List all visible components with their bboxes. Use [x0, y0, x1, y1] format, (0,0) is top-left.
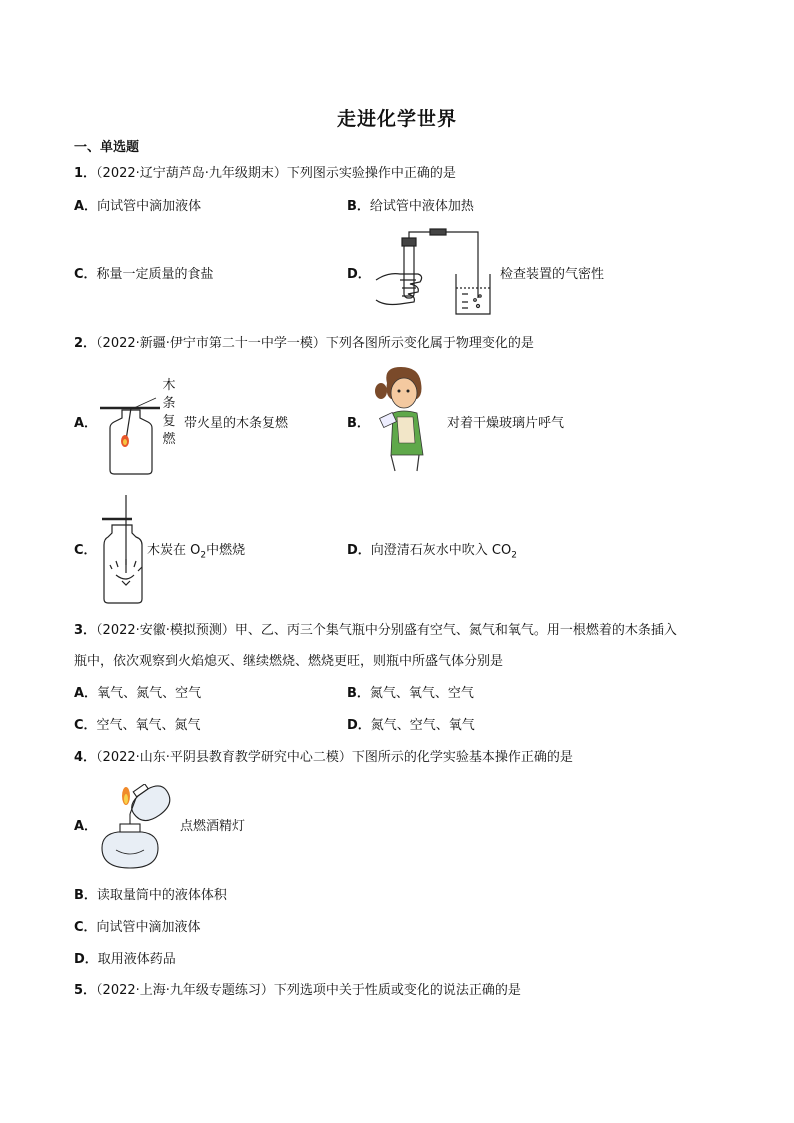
question-source: （2022·安徽·模拟预测） [96, 623, 235, 638]
q2-option-d[interactable]: D．向澄清石灰水中吹入 $CO_2$ [347, 543, 517, 561]
question-source: （2022·辽宁葫芦岛·九年级期末） [96, 166, 287, 181]
question-4-stem [74, 749, 573, 767]
q2-option-c-letter[interactable]: C． [74, 543, 97, 558]
question-number: 4． [74, 750, 97, 765]
option-letter: D． [74, 952, 98, 967]
question-source: （2022·上海·九年级专题练习） [96, 983, 274, 998]
section-heading: 一、单选题 [74, 140, 140, 155]
q3-option-b[interactable] [347, 685, 474, 703]
option-text: 氧气、氮气、空气 [97, 686, 202, 701]
q1-option-a[interactable] [74, 198, 201, 216]
question-2-stem [74, 335, 534, 353]
option-letter: B． [347, 686, 370, 701]
question-source: （2022·山东·平阴县教育教学研究中心二模） [96, 750, 352, 765]
q3-option-d[interactable] [347, 717, 475, 735]
question-3-stem-cont: 瓶中，依次观察到火焰熄灭、继续燃烧、燃烧更旺，则瓶中所盛气体分别是 [74, 654, 504, 669]
q4-option-a-letter[interactable]: A． [74, 819, 98, 834]
option-text: 取用液体药品 [97, 952, 176, 967]
q4-option-d[interactable] [74, 951, 176, 969]
question-text: 下图所示的化学实验基本操作正确的是 [351, 750, 573, 765]
alcohol-lamp-lighting-figure [96, 784, 178, 870]
option-letter: D． [347, 718, 371, 733]
option-text: 向试管中滴加液体 [96, 920, 201, 935]
question-source: （2022·新疆·伊宁市第二十一中学一模） [96, 336, 326, 351]
q2-option-a-letter[interactable]: A． [74, 416, 98, 431]
option-text: 称量一定质量的食盐 [96, 267, 214, 282]
option-letter: C． [74, 267, 97, 282]
question-text: 下列选项中关于性质或变化的说法正确的是 [273, 983, 521, 998]
q3-option-a[interactable] [74, 685, 201, 703]
question-number: 3． [74, 623, 97, 638]
q4-option-b[interactable] [74, 887, 227, 905]
question-text: 下列各图所示变化属于物理变化的是 [325, 336, 534, 351]
q1-option-d-text: 检查装置的气密性 [500, 267, 605, 282]
option-letter: A． [74, 199, 98, 214]
option-text: 向澄清石灰水中吹入 CO [370, 543, 512, 558]
q1-option-c[interactable] [74, 266, 214, 284]
question-number: 1． [74, 166, 97, 181]
question-1-stem [74, 165, 456, 183]
option-text: 读取量筒中的液体体积 [96, 888, 227, 903]
question-text: 甲、乙、丙三个集气瓶中分别盛有空气、氮气和氧气。用一根燃着的木条插入 [234, 623, 677, 638]
q2-option-c-text: 木炭在 $O_2$中燃烧 [147, 543, 246, 561]
splint-vertical-label: 木 条 复 燃 [162, 378, 176, 447]
q1-option-b[interactable] [347, 198, 474, 216]
q4-option-a-text: 点燃酒精灯 [180, 819, 246, 834]
option-letter: D． [347, 543, 371, 558]
question-5-stem [74, 982, 521, 1000]
option-text: 向试管中滴加液体 [97, 199, 202, 214]
option-text: 空气、氧气、氮气 [96, 718, 201, 733]
q2-option-a-text: 带火星的木条复燃 [184, 416, 289, 431]
airtightness-check-figure [370, 228, 500, 320]
glowing-splint-figure [100, 378, 160, 476]
q1-option-d-letter[interactable]: D． [347, 267, 371, 282]
option-text: 氮气、氧气、空气 [369, 686, 474, 701]
q3-option-c[interactable] [74, 717, 201, 735]
option-letter: C． [74, 718, 97, 733]
option-letter: C． [74, 920, 97, 935]
option-letter: B． [74, 888, 97, 903]
question-number: 2． [74, 336, 97, 351]
question-number: 5． [74, 983, 97, 998]
option-letter: B． [347, 199, 370, 214]
girl-breathing-figure [373, 365, 435, 473]
charcoal-burning-figure [96, 495, 146, 607]
option-text: 氮气、空气、氧气 [370, 718, 475, 733]
q2-option-b-letter[interactable]: B． [347, 416, 370, 431]
q4-option-c[interactable] [74, 919, 201, 937]
question-text: 下列图示实验操作中正确的是 [286, 166, 456, 181]
option-letter: A． [74, 686, 98, 701]
page-title: 走进化学世界 [336, 108, 457, 130]
option-text: 给试管中液体加热 [369, 199, 474, 214]
question-3-stem [74, 622, 677, 640]
q2-option-b-text: 对着干燥玻璃片呼气 [447, 416, 565, 431]
